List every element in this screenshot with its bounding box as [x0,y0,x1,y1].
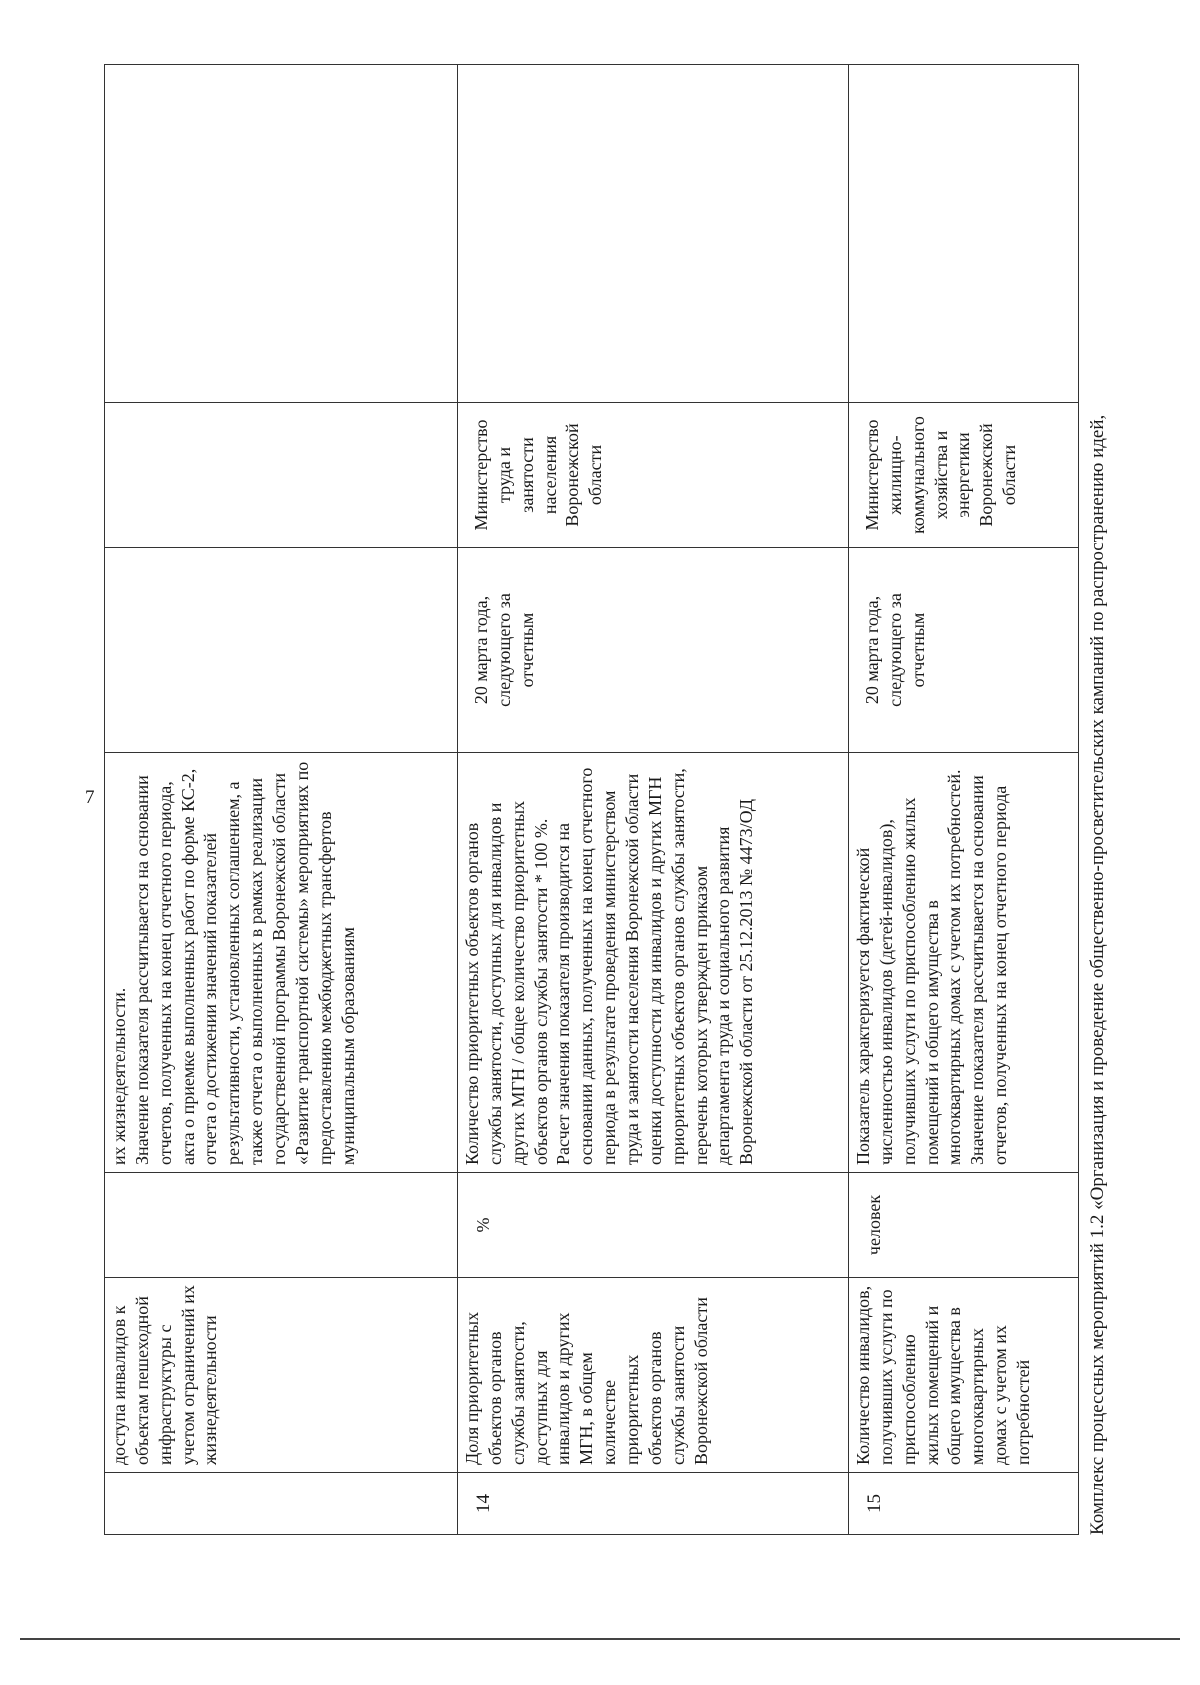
method-paragraph: Количество приоритетных объектов органов службы занятости, доступных для инвалидов и других МГН / общее количество приоритетных объектов органов службы занятости * 100 %. [462,800,551,1165]
responsible-cell [105,403,458,548]
empty-cell [105,65,458,403]
table-row [458,65,849,1535]
table-row [105,65,458,1535]
method-cell [458,753,849,1173]
indicators-table [104,64,1079,1535]
page-number: 7 [85,787,95,808]
unit-cell [105,1173,458,1278]
unit-cell: % [458,1173,849,1278]
bottom-rule [20,1638,1180,1640]
rotated-table-area [104,65,1108,1535]
method-paragraph: Значение показателя рассчитывается на основании отчетов, полученных на конец отчетного периода [967,775,1011,1165]
method-paragraph: Значение показателя рассчитывается на основании отчетов, полученных на конец отчетного периода, акта о приемке выполненных работ по форме КС-2, отчета о достижении значений показателей результативности, установленных соглашением, а также отчета о выполненных в рамках реализации государственной программы Воронежской области «Развитие транспортной системы» мероприятиях по предоставлению межбюджетных трансфертов муниципальным образованиям [131,761,358,1165]
method-paragraph: их жизнедеятельности. [109,987,129,1165]
unit-cell: человек [849,1173,1079,1278]
section-heading: Комплекс процессных мероприятий 1.2 «Организация и проведение общественно-просветительских кампаний по распространению идей, [1087,414,1108,1535]
indicator-name: Количество инвалидов, получивших услуги по приспособлению жилых помещений и общего имущества в многоквартирных домах с учетом их потребностей [849,1278,1079,1473]
deadline-cell: 20 марта года, следующего за отчетным [849,548,1079,753]
method-cell [105,753,458,1173]
deadline-cell: 20 марта года, следующего за отчетным [458,548,849,753]
empty-cell [458,65,849,403]
table-row [849,65,1079,1535]
method-cell [849,753,1079,1173]
indicator-name: доступа инвалидов к объектам пешеходной инфраструктуры с учетом ограничений их жизнедеятельности [105,1278,458,1473]
row-number: 15 [849,1473,1079,1535]
method-paragraph: Показатель характеризуется фактической численностью инвалидов (детей-инвалидов), получивших услуги по приспособлению жилых помещений и общего имущества в многоквартирных домах с учетом их потребностей. [853,769,965,1165]
responsible-cell: Министерство жилищно-коммунального хозяйства и энергетики Воронежской области [849,403,1079,548]
method-paragraph: Расчет значения показателя производится на основании данных, полученных на конец отчетного периода в результате проведения министерством труда и занятости населения Воронежской области оценки доступности для инвалидов и других МГН приоритетных объектов органов службы занятости, перечень которых утвержден приказом департамента труда и социального развития Воронежской области от 25.12.2013 № 4473/ОД [553,767,757,1165]
responsible-cell: Министерство труда и занятости населения Воронежской области [458,403,849,548]
indicator-name: Доля приоритетных объектов органов службы занятости, доступных для инвалидов и других МГН, в общем количестве приоритетных объектов органов службы занятости Воронежской области [458,1278,849,1473]
row-number [105,1473,458,1535]
deadline-cell [105,548,458,753]
empty-cell [849,65,1079,403]
row-number: 14 [458,1473,849,1535]
